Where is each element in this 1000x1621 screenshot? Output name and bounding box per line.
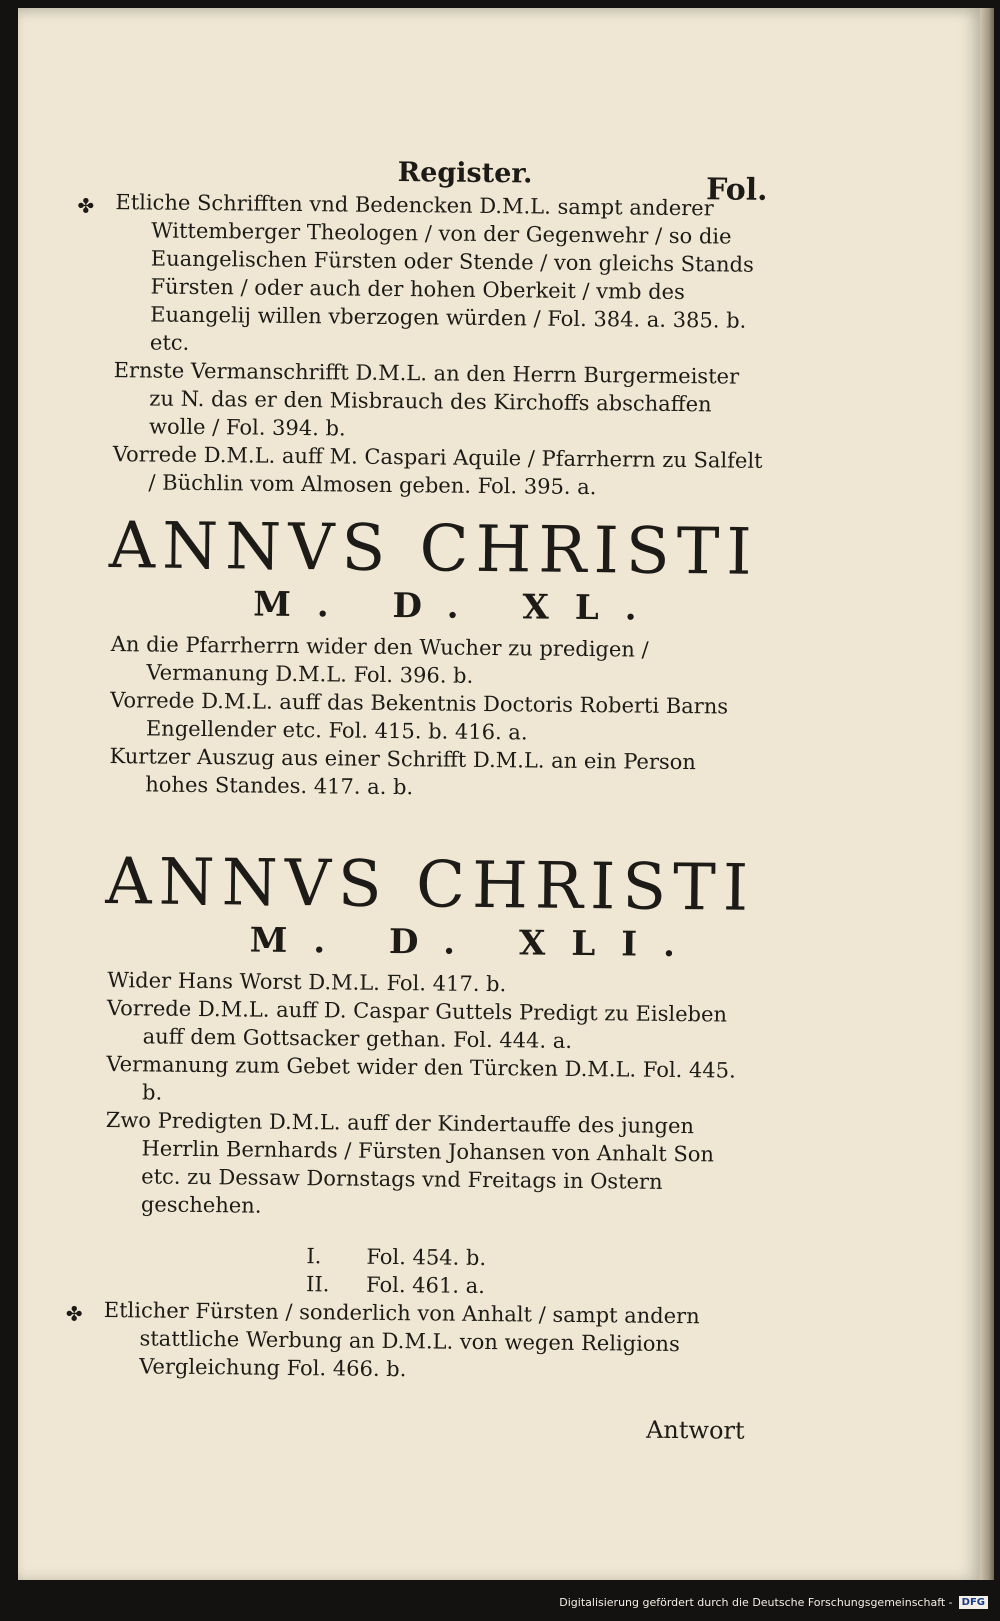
entry-block1-2: Ernste Vermanschrifft D.M.L. an den Herrn Burgermeister zu N. das er den Misbrauch des Kirchoffs abschaffen wolle / Fol. 394. b. bbox=[113, 358, 740, 441]
digitization-footer bbox=[0, 1584, 1000, 1621]
section-year-2: M. D. XLI. bbox=[249, 920, 702, 966]
page-header bbox=[108, 148, 768, 208]
entry-block3-2: Vorrede D.M.L. auff D. Caspar Guttels Predigt zu Eisleben auff dem Gottsacker gethan. Fol. 444. a. bbox=[106, 996, 728, 1053]
register-title: Register. bbox=[397, 157, 533, 190]
entry-block2-3: Kurtzer Auszug aus einer Schrifft D.M.L. an ein Person hohes Standes. 417. a. b. bbox=[109, 744, 697, 800]
entry-block1-1: ✤ Etliche Schrifften vnd Bedencken D.M.L. sampt anderer Wittemberger Theologen / von der Gegenwehr / so die Euangelischen Fürsten oder Stende / von gleichs Stands Fürsten / oder auch der hohen Oberkeit / vmb des Euangelij willen vberzogen würden / Fol. 384. a. 385. b. etc. bbox=[77, 190, 754, 355]
fleuron-icon: ✤ bbox=[77, 193, 95, 218]
footer-text: Digitalisierung gefördert durch die Deutsche Forschungsgemeinschaft - bbox=[559, 1596, 953, 1609]
entry-block1-3: Vorrede D.M.L. auff M. Caspari Aquile / Pfarrherrn zu Salfelt / Büchlin vom Almosen geben. Fol. 395. a. bbox=[112, 442, 763, 500]
page-edge bbox=[980, 8, 994, 1580]
entry-block3-1: Wider Hans Worst D.M.L. Fol. 417. b. bbox=[107, 968, 507, 997]
fleuron-icon: ✤ bbox=[65, 1301, 83, 1326]
dfg-logo: DFG bbox=[959, 1596, 988, 1609]
entry-block2-2: Vorrede D.M.L. auff das Bekentnis Doctoris Roberti Barns Engellender etc. Fol. 415. b. 416. a. bbox=[110, 688, 729, 745]
entry-block3-4: Zwo Predigten D.M.L. auff der Kindertauffe des jungen Herrlin Bernhards / Fürsten Johansen von Anhalt Son etc. zu Dessaw Dornstags vnd Freitags in Ostern geschehen. bbox=[105, 1108, 715, 1218]
entry-block2-1: An die Pfarrherrn wider den Wucher zu predigen / Vermanung D.M.L. Fol. 396. b. bbox=[110, 632, 649, 688]
numbered-line-1: I. Fol. 454. b. bbox=[306, 1244, 487, 1271]
book-page bbox=[18, 8, 980, 1580]
entry-block4-1: ✤ Etlicher Fürsten / sonderlich von Anhalt / sampt andern stattliche Werbung an D.M.L. von wegen Religions Vergleichung Fol. 466. b. bbox=[65, 1298, 700, 1382]
numbered-line-2: II. Fol. 461. a. bbox=[305, 1272, 485, 1299]
section-heading-1: ANNVS CHRISTI bbox=[108, 509, 760, 590]
catchword: Antwort bbox=[645, 1415, 745, 1445]
entry-block3-3: Vermanung zum Gebet wider den Türcken D.M.L. Fol. 445. b. bbox=[106, 1052, 736, 1105]
register-text bbox=[65, 148, 768, 1445]
fol-column-label: Fol. bbox=[705, 172, 768, 208]
section-year-1: M. D. XL. bbox=[253, 584, 663, 629]
section-heading-2: ANNVS CHRISTI bbox=[105, 845, 756, 926]
